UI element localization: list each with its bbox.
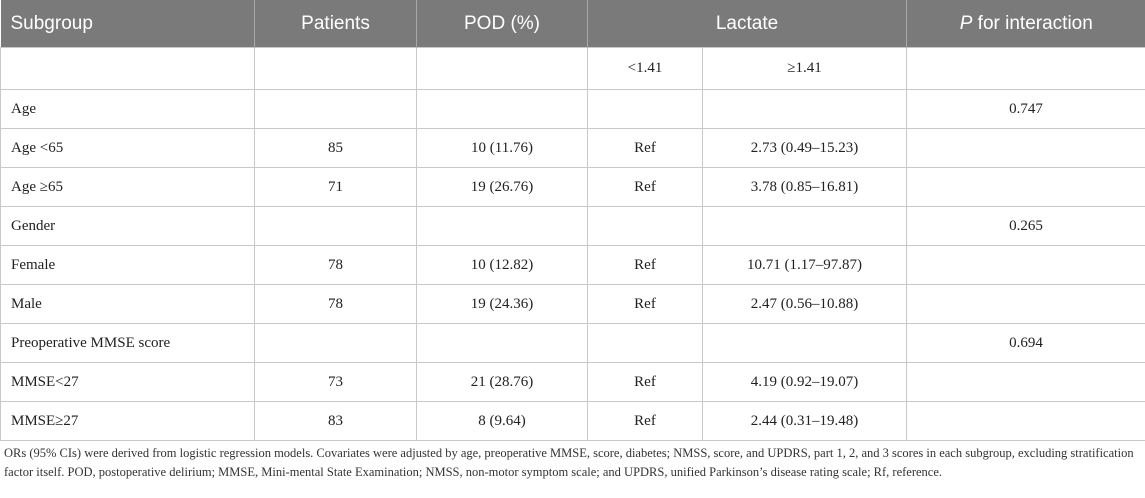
cell-patients: 71 — [255, 168, 417, 207]
cell-lactate-high — [703, 324, 907, 363]
cell-label: Preoperative MMSE score — [1, 324, 255, 363]
subheader-empty — [907, 48, 1145, 90]
table-row — [1, 207, 1145, 246]
cell-lactate-low — [588, 324, 703, 363]
cell-label: Gender — [1, 207, 255, 246]
header-subgroup: Subgroup — [1, 0, 255, 48]
subheader-empty — [417, 48, 588, 90]
cell-lactate-low — [588, 207, 703, 246]
cell-pod — [417, 207, 588, 246]
cell-lactate-high: 2.73 (0.49–15.23) — [703, 129, 907, 168]
cell-patients: 78 — [255, 285, 417, 324]
header-p-interaction — [907, 0, 1145, 48]
cell-lactate-low: Ref — [588, 129, 703, 168]
cell-pod: 8 (9.64) — [417, 402, 588, 441]
cell-label: Male — [1, 285, 255, 324]
table-row — [1, 129, 1145, 168]
subheader-low: <1.41 — [588, 48, 703, 90]
cell-patients: 73 — [255, 363, 417, 402]
cell-p-interaction — [907, 363, 1145, 402]
cell-label: MMSE<27 — [1, 363, 255, 402]
cell-pod: 10 (11.76) — [417, 129, 588, 168]
cell-patients: 83 — [255, 402, 417, 441]
cell-lactate-low — [588, 90, 703, 129]
cell-pod — [417, 324, 588, 363]
cell-lactate-low: Ref — [588, 285, 703, 324]
cell-patients: 78 — [255, 246, 417, 285]
table-row — [1, 90, 1145, 129]
cell-pod — [417, 90, 588, 129]
cell-p-interaction: 0.265 — [907, 207, 1145, 246]
cell-label: Age <65 — [1, 129, 255, 168]
header-p-italic: P — [959, 12, 973, 34]
cell-lactate-low: Ref — [588, 363, 703, 402]
cell-p-interaction: 0.694 — [907, 324, 1145, 363]
cell-lactate-high — [703, 90, 907, 129]
subheader-row — [1, 48, 1145, 90]
table-row — [1, 324, 1145, 363]
cell-p-interaction — [907, 129, 1145, 168]
subheader-high: ≥1.41 — [703, 48, 907, 90]
cell-lactate-high: 2.47 (0.56–10.88) — [703, 285, 907, 324]
cell-label: Age — [1, 90, 255, 129]
cell-lactate-high — [703, 207, 907, 246]
header-pod: POD (%) — [417, 0, 588, 48]
cell-label: Female — [1, 246, 255, 285]
cell-p-interaction — [907, 402, 1145, 441]
header-patients: Patients — [255, 0, 417, 48]
cell-p-interaction — [907, 246, 1145, 285]
cell-lactate-low: Ref — [588, 168, 703, 207]
cell-pod: 19 (26.76) — [417, 168, 588, 207]
cell-lactate-low: Ref — [588, 246, 703, 285]
cell-patients — [255, 90, 417, 129]
cell-lactate-high: 2.44 (0.31–19.48) — [703, 402, 907, 441]
subheader-empty — [1, 48, 255, 90]
header-row — [1, 0, 1145, 48]
cell-patients: 85 — [255, 129, 417, 168]
cell-patients — [255, 207, 417, 246]
cell-p-interaction — [907, 168, 1145, 207]
cell-patients — [255, 324, 417, 363]
cell-pod: 10 (12.82) — [417, 246, 588, 285]
cell-lactate-high: 3.78 (0.85–16.81) — [703, 168, 907, 207]
header-lactate: Lactate — [588, 0, 907, 48]
cell-p-interaction — [907, 285, 1145, 324]
cell-lactate-high: 10.71 (1.17–97.87) — [703, 246, 907, 285]
cell-pod: 21 (28.76) — [417, 363, 588, 402]
cell-lactate-high: 4.19 (0.92–19.07) — [703, 363, 907, 402]
cell-label: MMSE≥27 — [1, 402, 255, 441]
subheader-empty — [255, 48, 417, 90]
cell-lactate-low: Ref — [588, 402, 703, 441]
footnote: ORs (95% CIs) were derived from logistic regression models. Covariates were adjusted by age, preoperative MMSE, score, diabetes; NMSS, score, and UPDRS, part 1, 2, and 3 scores in each subgroup, excluding stratification factor itself. POD, postoperative delirium; MMSE, Mini-mental State Examination; NMSS, non-motor symptom scale; and UPDRS, unified Parkinson’s disease rating scale; Rf, reference. — [4, 446, 1134, 479]
cell-label: Age ≥65 — [1, 168, 255, 207]
table-row — [1, 363, 1145, 402]
cell-p-interaction: 0.747 — [907, 90, 1145, 129]
cell-pod: 19 (24.36) — [417, 285, 588, 324]
header-p-rest: for interaction — [972, 12, 1093, 34]
table-row — [1, 246, 1145, 285]
table-row — [1, 168, 1145, 207]
table-row — [1, 285, 1145, 324]
table-row — [1, 402, 1145, 441]
